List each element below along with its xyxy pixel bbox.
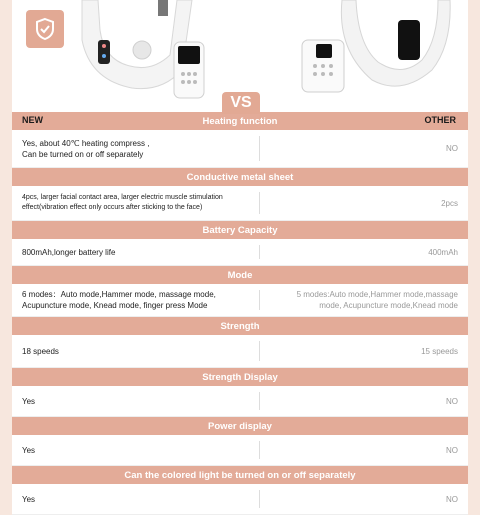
table-row <box>12 284 468 317</box>
new-value <box>12 386 259 416</box>
other-value <box>260 130 468 167</box>
other-value-line: mode, Acupuncture mode,Knead mode <box>319 301 458 310</box>
vs-badge: VS <box>222 92 260 114</box>
comparison-table <box>12 112 468 515</box>
new-value-line: 4pcs, larger facial contact area, larger electric muscle stimulation <box>22 194 223 201</box>
other-value-line: 5 modes:Auto mode,Hammer mode,massage <box>296 290 458 299</box>
new-value-line: effect(vibration effect only occurs after sticking to the face) <box>22 204 203 211</box>
new-value-line: Acupuncture mode, Knead mode, finger press Mode <box>22 301 208 310</box>
section-title: Strength <box>220 320 260 332</box>
table-row <box>12 186 468 221</box>
new-value-line: Yes <box>22 396 36 406</box>
new-value <box>12 435 259 465</box>
table-row <box>12 435 468 466</box>
new-column-label: NEW <box>22 115 43 125</box>
new-value-line: 18 speeds <box>22 346 59 356</box>
new-value <box>12 130 259 167</box>
new-device-image <box>82 0 204 98</box>
other-value <box>260 335 468 367</box>
new-value-line: Yes <box>22 494 36 504</box>
other-value-line: 15 speeds <box>421 346 458 356</box>
new-value-line: Can be turned on or off separately <box>22 149 144 159</box>
shield-check-icon <box>26 10 64 48</box>
new-value-line: Yes <box>22 445 36 455</box>
other-value-line: NO <box>446 494 458 504</box>
table-row <box>12 484 468 515</box>
section-header <box>12 266 468 284</box>
other-value <box>260 484 468 514</box>
section-header <box>12 168 468 186</box>
other-value-line: NO <box>446 396 458 406</box>
other-column-label: OTHER <box>424 115 456 125</box>
section-title: Power display <box>208 420 272 432</box>
section-title: Strength Display <box>202 371 278 383</box>
other-value-line: 400mAh <box>428 247 458 257</box>
section-header <box>12 221 468 239</box>
section-title: Conductive metal sheet <box>186 171 294 183</box>
other-value <box>260 284 468 316</box>
section-header <box>12 368 468 386</box>
new-value-line: 800mAh,longer battery life <box>22 247 116 257</box>
new-value <box>12 335 259 367</box>
new-value <box>12 484 259 514</box>
other-device-image <box>302 0 450 92</box>
section-title: Can the colored light be turned on or off separately <box>124 469 356 481</box>
section-title: Heating function <box>202 115 278 127</box>
other-value-line: NO <box>446 144 458 153</box>
other-value-line: 2pcs <box>441 198 458 208</box>
section-header <box>12 112 468 130</box>
new-value <box>12 186 259 220</box>
other-value <box>260 186 468 220</box>
new-value <box>12 284 259 316</box>
new-value <box>12 239 259 265</box>
table-row <box>12 239 468 266</box>
section-header <box>12 317 468 335</box>
table-row <box>12 335 468 368</box>
section-header <box>12 417 468 435</box>
other-value <box>260 239 468 265</box>
new-value-line: 6 modes：Auto mode,Hammer mode, massage mode, <box>22 290 216 299</box>
other-value <box>260 435 468 465</box>
table-row <box>12 130 468 168</box>
section-title: Mode <box>227 269 253 281</box>
new-value-line: Yes, about 40℃ heating compress , <box>22 138 150 148</box>
section-header <box>12 466 468 484</box>
section-title: Battery Capacity <box>202 224 278 236</box>
table-row <box>12 386 468 417</box>
other-value-line: NO <box>446 445 458 455</box>
other-value <box>260 386 468 416</box>
